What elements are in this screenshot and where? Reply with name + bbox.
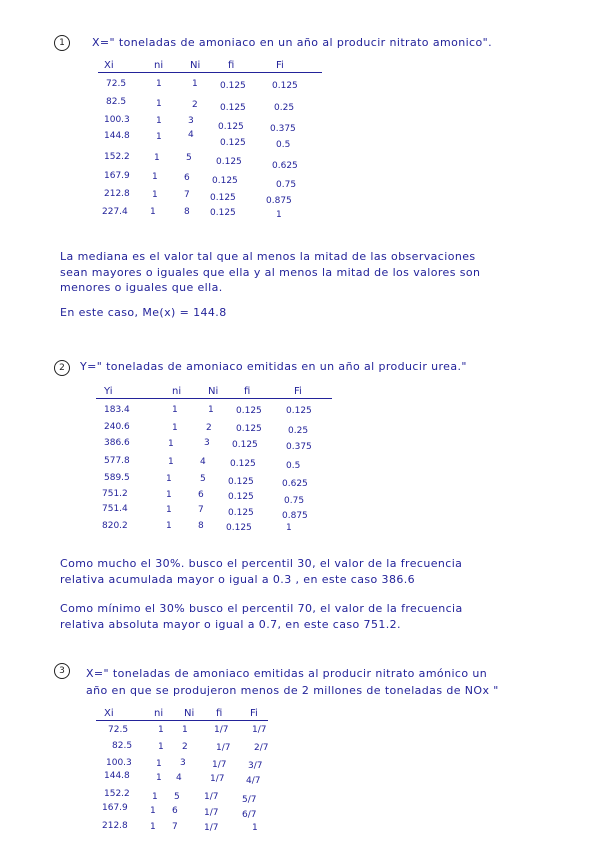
- table-header: Xi: [104, 708, 114, 719]
- table-cell: 4: [176, 773, 182, 783]
- table-header: fi: [228, 60, 235, 71]
- table-cell: 72.5: [108, 725, 129, 735]
- table-header: fi: [216, 708, 223, 719]
- section-1-number: 1: [54, 35, 70, 51]
- table-cell: 0.75: [284, 496, 305, 506]
- table-cell: 5/7: [242, 795, 257, 805]
- table-cell: 386.6: [104, 438, 130, 448]
- table-cell: 0.125: [230, 459, 256, 469]
- table-cell: 5: [200, 474, 206, 484]
- table-cell: 1/7: [204, 792, 219, 802]
- table-cell: 1: [168, 439, 174, 449]
- table-cell: 0.125: [216, 157, 242, 167]
- header-underline: [98, 72, 322, 73]
- table-cell: 1: [158, 742, 164, 752]
- table-cell: 1/7: [204, 808, 219, 818]
- table-header: ni: [154, 708, 164, 719]
- table-cell: 0.5: [276, 140, 291, 150]
- table-header: fi: [244, 386, 251, 397]
- table-cell: 0.375: [286, 442, 312, 452]
- table-cell: 212.8: [104, 189, 130, 199]
- table-cell: 2: [206, 423, 212, 433]
- table-cell: 751.4: [102, 504, 128, 514]
- table-cell: 183.4: [104, 405, 130, 415]
- table-cell: 0.125: [210, 208, 236, 218]
- section-3-title: [86, 665, 499, 699]
- table-cell: 100.3: [106, 758, 132, 768]
- table-cell: 100.3: [104, 115, 130, 125]
- table-cell: 2: [192, 100, 198, 110]
- table-cell: 1: [166, 521, 172, 531]
- table-cell: 0.125: [220, 138, 246, 148]
- table-cell: 8: [184, 207, 190, 217]
- table-cell: 0.125: [272, 81, 298, 91]
- table-cell: 0.125: [218, 122, 244, 132]
- table-cell: 1: [172, 423, 178, 433]
- table-cell: 1: [156, 116, 162, 126]
- header-underline: [96, 398, 332, 399]
- table-cell: 0.25: [288, 426, 309, 436]
- table-cell: 144.8: [104, 771, 130, 781]
- table-cell: 3: [188, 116, 194, 126]
- table-cell: 144.8: [104, 131, 130, 141]
- table-cell: 1: [156, 759, 162, 769]
- table-cell: 1: [286, 523, 292, 533]
- title-line: año en que se produjeron menos de 2 millones de toneladas de NOx ": [86, 684, 499, 697]
- table-cell: 1: [276, 210, 282, 220]
- table-cell: 6: [172, 806, 178, 816]
- table-cell: 4: [188, 130, 194, 140]
- table-cell: 1: [166, 490, 172, 500]
- table-header: Xi: [104, 60, 114, 71]
- table-cell: 6: [198, 490, 204, 500]
- table-cell: 5: [174, 792, 180, 802]
- table-cell: 0.125: [236, 406, 262, 416]
- table-cell: 1: [158, 725, 164, 735]
- table-cell: 1: [152, 792, 158, 802]
- table-cell: 8: [198, 521, 204, 531]
- table-cell: 820.2: [102, 521, 128, 531]
- paragraph-line: Como mínimo el 30% busco el percentil 70, el valor de la frecuencia: [60, 602, 463, 615]
- table-cell: 1: [156, 773, 162, 783]
- paragraph-line: relativa acumulada mayor o igual a 0.3 , en este caso 386.6: [60, 572, 416, 586]
- table-cell: 0.125: [228, 508, 254, 518]
- table-cell: 152.2: [104, 152, 130, 162]
- table-cell: 0.125: [220, 103, 246, 113]
- section-3-number: 3: [54, 663, 70, 679]
- table-cell: 0.625: [282, 479, 308, 489]
- table-cell: 1: [154, 153, 160, 163]
- table-cell: 1/7: [214, 725, 229, 735]
- table-cell: 0.125: [236, 424, 262, 434]
- table-cell: 72.5: [106, 79, 127, 89]
- paragraph-line: La mediana es el valor tal que al menos la mitad de las observaciones: [60, 250, 476, 263]
- table-cell: 7: [184, 190, 190, 200]
- table-cell: 82.5: [112, 741, 133, 751]
- table-cell: 3: [180, 758, 186, 768]
- table-header: Ni: [208, 386, 219, 397]
- table-cell: 0.125: [226, 523, 252, 533]
- table-header: ni: [154, 60, 164, 71]
- table-cell: 6: [184, 173, 190, 183]
- table-header: Fi: [276, 60, 284, 71]
- table-cell: 167.9: [104, 171, 130, 181]
- table-header: Yi: [104, 386, 113, 397]
- table-cell: 1: [156, 99, 162, 109]
- table-cell: 1/7: [210, 774, 225, 784]
- table-cell: 82.5: [106, 97, 127, 107]
- table-cell: 7: [198, 505, 204, 515]
- paragraph-line: Como mucho el 30%. busco el percentil 30, el valor de la frecuencia: [60, 557, 463, 570]
- table-cell: 1/7: [204, 823, 219, 833]
- table-cell: 0.875: [266, 196, 292, 206]
- table-cell: 0.75: [276, 180, 297, 190]
- table-cell: 0.125: [210, 193, 236, 203]
- paragraph-line: relativa absoluta mayor o igual a 0.7, en este caso 751.2.: [60, 617, 401, 631]
- table-cell: 3/7: [248, 761, 263, 771]
- table-header: Fi: [294, 386, 302, 397]
- table-cell: 1/7: [252, 725, 267, 735]
- table-cell: 5: [186, 153, 192, 163]
- table-cell: 152.2: [104, 789, 130, 799]
- table-cell: 1: [150, 822, 156, 832]
- table-cell: 0.625: [272, 161, 298, 171]
- table-cell: 1/7: [212, 760, 227, 770]
- table-header: Ni: [190, 60, 201, 71]
- table-cell: 0.5: [286, 461, 301, 471]
- section-2-paragraph-1: [60, 556, 462, 587]
- table-cell: 212.8: [102, 821, 128, 831]
- table-cell: 0.125: [228, 477, 254, 487]
- table-cell: 0.375: [270, 124, 296, 134]
- table-cell: 167.9: [102, 803, 128, 813]
- table-cell: 2/7: [254, 743, 269, 753]
- table-cell: 1: [152, 190, 158, 200]
- section-2-title: Y=" toneladas de amoniaco emitidas en un año al producir urea.": [80, 360, 467, 373]
- table-cell: 0.125: [212, 176, 238, 186]
- table-cell: 0.875: [282, 511, 308, 521]
- table-header: ni: [172, 386, 182, 397]
- table-cell: 1: [150, 806, 156, 816]
- table-cell: 2: [182, 742, 188, 752]
- table-header: Fi: [250, 708, 258, 719]
- table-cell: 1: [252, 823, 258, 833]
- table-cell: 1: [168, 457, 174, 467]
- header-underline: [96, 720, 268, 721]
- table-cell: 1: [172, 405, 178, 415]
- table-cell: 227.4: [102, 207, 128, 217]
- table-cell: 4/7: [246, 776, 261, 786]
- title-line: X=" toneladas de amoniaco emitidas al producir nitrato amónico un: [86, 667, 488, 680]
- table-cell: 0.125: [286, 406, 312, 416]
- table-cell: 1: [192, 79, 198, 89]
- table-cell: 1: [156, 79, 162, 89]
- section-1-title: X=" toneladas de amoniaco en un año al producir nitrato amonico".: [92, 36, 492, 49]
- table-cell: 1/7: [216, 743, 231, 753]
- table-cell: 0.25: [274, 103, 295, 113]
- paragraph-line: sean mayores o iguales que ella y al menos la mitad de los valores son: [60, 265, 481, 279]
- table-cell: 1: [152, 172, 158, 182]
- section-1-paragraph: [60, 249, 480, 296]
- table-cell: 6/7: [242, 810, 257, 820]
- table-cell: 1: [156, 132, 162, 142]
- table-cell: 1: [166, 505, 172, 515]
- table-cell: 0.125: [228, 492, 254, 502]
- table-cell: 1: [150, 207, 156, 217]
- table-cell: 4: [200, 457, 206, 467]
- table-cell: 1: [208, 405, 214, 415]
- table-cell: 1: [182, 725, 188, 735]
- table-cell: 1: [166, 474, 172, 484]
- table-header: Ni: [184, 708, 195, 719]
- section-2-number: 2: [54, 360, 70, 376]
- section-2-paragraph-2: [60, 601, 463, 632]
- table-cell: 0.125: [232, 440, 258, 450]
- table-cell: 577.8: [104, 456, 130, 466]
- table-cell: 589.5: [104, 473, 130, 483]
- table-cell: 7: [172, 822, 178, 832]
- paragraph-line: menores o iguales que ella.: [60, 281, 223, 294]
- table-cell: 0.125: [220, 81, 246, 91]
- section-1-conclusion: En este caso, Me(x) = 144.8: [60, 306, 227, 319]
- table-cell: 751.2: [102, 489, 128, 499]
- table-cell: 3: [204, 438, 210, 448]
- table-cell: 240.6: [104, 422, 130, 432]
